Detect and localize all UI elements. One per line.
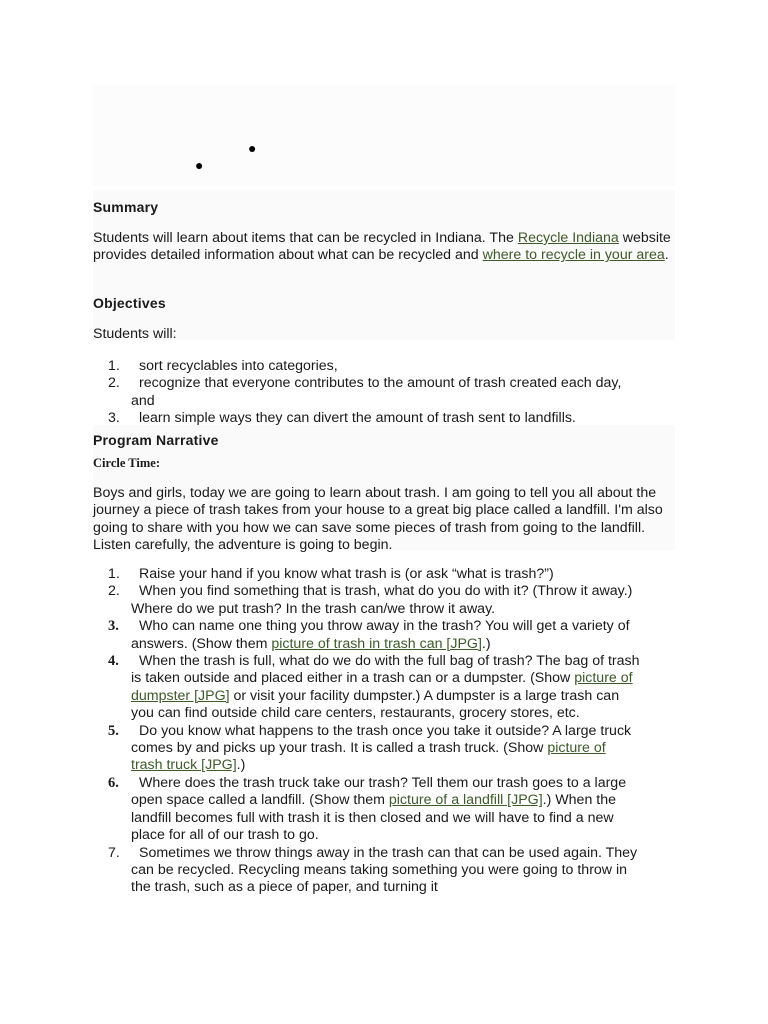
narrative-text-run: or visit your facility dumpster.) A dumpster is a large trash can you can find outside child care centers, restaurants, grocery stores, etc. bbox=[131, 687, 620, 722]
list-number: 3. bbox=[108, 410, 120, 427]
recycle-indiana-link[interactable]: Recycle Indiana bbox=[517, 230, 619, 246]
narrative-text bbox=[131, 566, 641, 583]
narrative-text-run: When you find something that is trash, what do you do with it? (Throw it away.) Where do we put trash? In the trash can/we throw it away. bbox=[131, 583, 633, 617]
narrative-text bbox=[131, 723, 641, 775]
narrative-text-run: Raise your hand if you know what trash is (or ask “what is trash?”) bbox=[139, 566, 554, 582]
narrative-text-run: When the trash is full, what do we do with the full bag of trash? The bag of trash is taken outside and placed either in a trash can or a dumpster. (Show bbox=[131, 653, 640, 687]
summary-paragraph bbox=[93, 230, 683, 265]
list-number: 5. bbox=[108, 722, 119, 739]
objective-text-run: learn simple ways they can divert the amount of trash sent to landfills. bbox=[139, 410, 576, 427]
list-number: 4. bbox=[108, 653, 119, 670]
objective-item bbox=[0, 410, 768, 427]
narrative-text-run: .) bbox=[236, 757, 246, 774]
narrative-text-run: Do you know what happens to the trash once you take it outside? A large truck comes by and picks up your trash. It is called a trash truck. (Show bbox=[131, 722, 632, 757]
bullet-mark: ● bbox=[248, 140, 257, 156]
narrative-text-run: Where does the trash truck take our trash? Tell them our trash goes to a large open space called a landfill. (Show them bbox=[131, 774, 627, 809]
narrative-item bbox=[0, 566, 768, 583]
objective-text-run: recognize that everyone contributes to the amount of trash created each day, and bbox=[131, 375, 622, 409]
image-link[interactable]: picture of trash truck [JPG] bbox=[131, 740, 606, 774]
list-number: 6. bbox=[108, 774, 119, 791]
list-number: 2. bbox=[108, 583, 120, 600]
narrative-text-run: Sometimes we throw things away in the trash can that can be used again. They can be recycled. Recycling means taking something you were going to throw in the trash, such as a piece of paper, and turning it bbox=[131, 844, 638, 896]
narrative-text bbox=[131, 653, 641, 723]
list-number: 3. bbox=[108, 618, 119, 635]
narrative-list bbox=[0, 566, 768, 897]
narrative-text bbox=[131, 618, 641, 653]
objective-text-run: sort recyclables into categories, bbox=[139, 358, 338, 374]
narrative-text-run: Who can name one thing you throw away in the trash? You will get a variety of answers. (Show them bbox=[131, 618, 630, 652]
objective-item bbox=[0, 358, 768, 375]
objective-item bbox=[0, 375, 768, 410]
objective-text bbox=[131, 358, 641, 375]
objective-text bbox=[131, 375, 641, 410]
objectives-heading: Objectives bbox=[93, 295, 166, 311]
narrative-text-run: .) bbox=[481, 635, 491, 652]
narrative-item bbox=[0, 723, 768, 775]
narrative-text bbox=[131, 845, 641, 897]
circle-time-subheading: Circle Time: bbox=[93, 456, 160, 470]
program-narrative-heading: Program Narrative bbox=[93, 432, 219, 448]
bullet-mark: ● bbox=[195, 157, 204, 173]
narrative-text bbox=[131, 775, 641, 845]
objectives-intro: Students will: bbox=[93, 326, 177, 342]
narrative-intro: Boys and girls, today we are going to learn about trash. I am going to tell you all about the journey a piece of trash takes from your house to a great big place called a landfill. I'm also going to share with you how we can save some pieces of trash from going to the landfill. Listen carefully, the adventure is going to begin. bbox=[93, 485, 663, 554]
header-band bbox=[93, 86, 675, 186]
summary-text: . bbox=[664, 247, 669, 264]
narrative-item bbox=[0, 653, 768, 723]
summary-heading: Summary bbox=[93, 199, 159, 215]
summary-text: website provides detailed information about what can be recycled and bbox=[93, 230, 671, 264]
objective-text bbox=[131, 410, 641, 427]
list-number: 1. bbox=[108, 566, 120, 582]
list-number: 7. bbox=[108, 844, 120, 861]
narrative-text bbox=[131, 583, 641, 618]
shade-block bbox=[93, 190, 675, 340]
image-link[interactable]: picture of dumpster [JPG] bbox=[131, 670, 633, 704]
list-number: 1. bbox=[108, 358, 120, 374]
narrative-item bbox=[0, 845, 768, 897]
narrative-item bbox=[0, 618, 768, 653]
objectives-list bbox=[0, 358, 768, 428]
narrative-text-run: .) When the landfill becomes full with trash it is then closed and we will have to find a new place for all of our trash to go. bbox=[131, 792, 617, 844]
image-link[interactable]: picture of a landfill [JPG] bbox=[388, 792, 543, 809]
image-link[interactable]: picture of trash in trash can [JPG] bbox=[271, 635, 482, 652]
where-to-recycle-link[interactable]: where to recycle in your area bbox=[482, 247, 665, 264]
summary-text: Students will learn about items that can be recycled in Indiana. The bbox=[93, 230, 518, 246]
narrative-item bbox=[0, 583, 768, 618]
list-number: 2. bbox=[108, 375, 120, 392]
narrative-item bbox=[0, 775, 768, 845]
